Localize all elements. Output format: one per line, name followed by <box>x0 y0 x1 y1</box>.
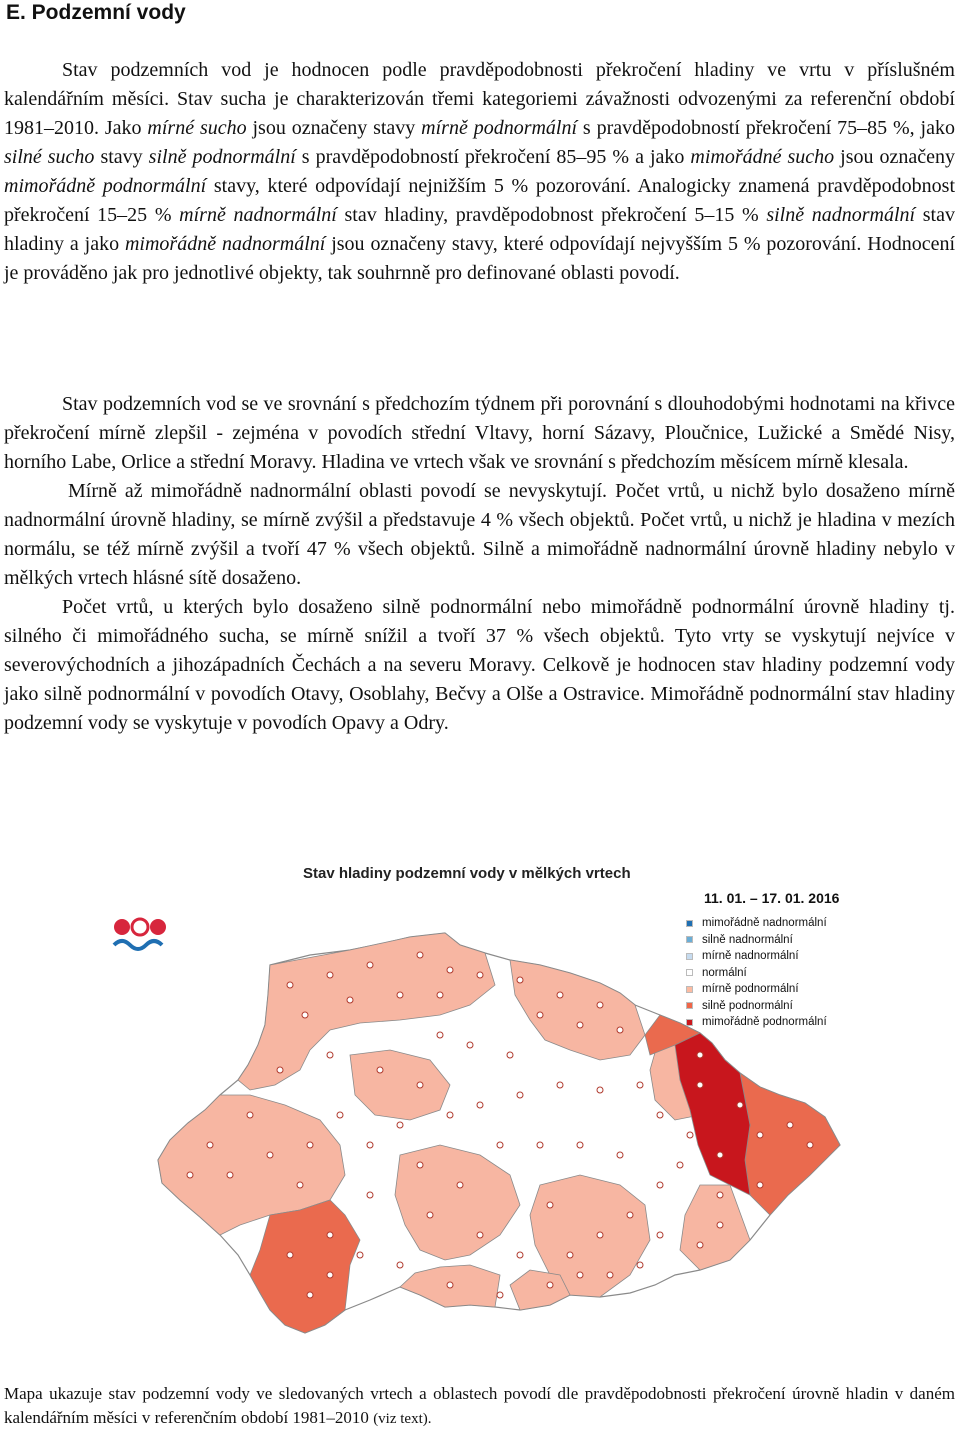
text-segment: s pravděpodobností překročení 85–95 % a jako <box>295 146 691 168</box>
well-dot <box>287 982 293 988</box>
legend-label: mimořádně nadnormální <box>702 917 827 930</box>
text-segment: s pravděpodobností překročení 75–85 %, jako <box>577 117 955 139</box>
well-dot <box>677 1162 683 1168</box>
well-dot <box>397 1122 403 1128</box>
well-dot <box>567 1252 573 1258</box>
well-dot <box>477 1102 483 1108</box>
well-dot <box>717 1222 723 1228</box>
legend-swatch <box>686 936 693 943</box>
well-dot <box>247 1112 253 1118</box>
well-dot <box>307 1292 313 1298</box>
well-dot <box>717 1192 723 1198</box>
text-segment: stavy <box>94 146 149 168</box>
legend-swatch <box>686 969 693 976</box>
well-dot <box>327 1232 333 1238</box>
well-dot <box>327 1272 333 1278</box>
well-dot <box>697 1082 703 1088</box>
text-segment: stav hladiny a jako <box>4 204 955 255</box>
legend-item <box>686 915 827 932</box>
well-dot <box>397 992 403 998</box>
well-dot <box>297 1182 303 1188</box>
well-dot <box>467 1042 473 1048</box>
well-dot <box>327 972 333 978</box>
well-dot <box>517 1252 523 1258</box>
well-dot <box>497 1292 503 1298</box>
well-dot <box>507 1052 513 1058</box>
well-dot <box>307 1142 313 1148</box>
text-segment: jsou označeny <box>834 146 956 168</box>
well-dot <box>577 1142 583 1148</box>
well-dot <box>697 1242 703 1248</box>
legend-label: mimořádně podnormální <box>702 1016 827 1029</box>
well-dot <box>547 1202 553 1208</box>
well-dot <box>287 1252 293 1258</box>
section-heading: E. Podzemní vody <box>6 1 186 24</box>
well-dot <box>517 977 523 983</box>
well-dot <box>657 1182 663 1188</box>
well-dot <box>657 1112 663 1118</box>
paragraph-weekly-change: Stav podzemních vod se ve srovnání s předchozím týdnem při porovnání s dlouhodobými hodnotami na křivce překročení mírně zlepšil - zejména v povodích střední Vltavy, horní Sázavy, Ploučnice, Lužické a Smědé Nisy, horního Labe, Orlice a střední Moravy. Hladina ve vrtech však ve srovnání s předchozím měsícem mírně klesala. <box>4 393 955 473</box>
well-dot <box>657 1232 663 1238</box>
legend-item <box>686 948 827 965</box>
well-dot <box>227 1172 233 1178</box>
well-dot <box>277 1067 283 1073</box>
legend-item <box>686 981 827 998</box>
text-segment: (viz text). <box>373 1411 432 1427</box>
text-segment: jsou označeny stavy <box>246 117 422 139</box>
well-dot <box>687 1132 693 1138</box>
well-dot <box>537 1142 543 1148</box>
figure-caption <box>4 1382 955 1431</box>
legend-label: mírně nadnormální <box>702 950 799 963</box>
legend-swatch <box>686 920 693 927</box>
well-dot <box>367 1192 373 1198</box>
text-segment: mírně nadnormální <box>179 204 337 226</box>
well-dot <box>447 967 453 973</box>
well-dot <box>577 1022 583 1028</box>
well-dot <box>437 992 443 998</box>
well-dot <box>417 1082 423 1088</box>
legend-swatch <box>686 953 693 960</box>
well-dot <box>617 1027 623 1033</box>
well-dot <box>617 1152 623 1158</box>
paragraph-drought: Počet vrtů, u kterých bylo dosaženo silně podnormální nebo mimořádně podnormální úrovně hladiny tj. silného či mimořádného sucha, se mírně snížil a tvoří 37 % všech objektů. Tyto vrty se vyskytují nejvíce v severovýchodních a jihozápadních Čechách a na severu Moravy. Celkově je hodnocen stav hladiny podzemní vody jako silně podnormální v povodích Otavy, Osoblahy, Bečvy a Olše a Ostravice. Mimořádně podnormální stav hladiny podzemní vody se vyskytuje v povodích Opavy a Odry. <box>4 596 955 734</box>
paragraph-methodology <box>4 56 955 288</box>
well-dot <box>517 1092 523 1098</box>
map-legend <box>686 915 827 1031</box>
text-segment: silné sucho <box>4 146 95 168</box>
well-dot <box>327 1052 333 1058</box>
map-title: Stav hladiny podzemní vody v mělkých vrtech <box>303 865 631 882</box>
text-segment: Stav podzemních vod je hodnocen podle pravděpodobnosti překročení hladiny ve vrtu v příslušném kalendářním měsíci. Stav sucha je charakterizován třemi kategoriemi závažnosti odvozenými za referenční období 1981–2010. Jako <box>4 59 955 139</box>
well-dot <box>477 972 483 978</box>
well-dot <box>447 1282 453 1288</box>
well-dot <box>267 1152 273 1158</box>
text-segment: stavy, které odpovídají nejnižším 5 % pozorování. Analogicky znamená pravděpodobnost překročení 15–25 % <box>4 175 956 226</box>
well-dot <box>417 952 423 958</box>
legend-item <box>686 932 827 949</box>
well-dot <box>367 962 373 968</box>
legend-item <box>686 998 827 1015</box>
well-dot <box>377 1067 383 1073</box>
text-segment: mimořádně nadnormální <box>124 233 326 255</box>
well-dot <box>557 1082 563 1088</box>
text-segment: mírné sucho <box>147 117 247 139</box>
well-dot <box>697 1052 703 1058</box>
well-dot <box>597 1002 603 1008</box>
well-dot <box>757 1182 763 1188</box>
well-dot <box>787 1122 793 1128</box>
well-dot <box>627 1212 633 1218</box>
text-segment: mimořádné sucho <box>690 146 835 168</box>
well-dot <box>607 1272 613 1278</box>
legend-item <box>686 965 827 982</box>
well-dot <box>397 1262 403 1268</box>
well-dot <box>637 1262 643 1268</box>
groundwater-map <box>100 855 870 1360</box>
legend-swatch <box>686 986 693 993</box>
well-dot <box>477 1232 483 1238</box>
well-dot <box>302 1012 308 1018</box>
text-segment: Mapa ukazuje stav podzemní vody ve sledovaných vrtech a oblastech povodí dle pravděpodobnosti překročení úrovně hladin v daném kalendářním měsíci v referenčním období 1981–2010 <box>4 1384 955 1427</box>
well-dot <box>497 1142 503 1148</box>
text-segment: silně nadnormální <box>766 204 916 226</box>
well-dot <box>597 1087 603 1093</box>
legend-item <box>686 1014 827 1031</box>
paragraph-above-normal: Mírně až mimořádně nadnormální oblasti povodí se nevyskytují. Počet vrtů, u nichž bylo dosaženo mírně nadnormální úrovně hladiny, se mírně zvýšil a představuje 4 % všech objektů. Počet vrtů, u nichž je hladina v mezích normálu, se též mírně zvýšil a tvoří 47 % všech objektů. Silně a mimořádně nadnormální úrovně hladiny nebylo v mělkých vrtech hlásné sítě dosaženo. <box>4 480 955 589</box>
well-dot <box>337 1112 343 1118</box>
text-segment: stav hladiny, pravděpodobnost překročení 5–15 % <box>336 204 767 226</box>
well-dot <box>757 1132 763 1138</box>
text-segment: jsou označeny stavy, které odpovídají nejvyšším 5 % pozorování. Hodnocení je prováděno jak pro jednotlivé objekty, tak souhrnně pro definované oblasti povodí. <box>4 233 956 284</box>
well-dot <box>357 1252 363 1258</box>
text-block-status <box>4 390 955 738</box>
well-dot <box>347 997 353 1003</box>
well-dot <box>207 1142 213 1148</box>
map-date-range: 11. 01. – 17. 01. 2016 <box>704 890 840 906</box>
legend-label: mírně podnormální <box>702 983 799 996</box>
well-dot <box>637 1082 643 1088</box>
well-dot <box>537 1012 543 1018</box>
text-segment: silně podnormální <box>148 146 296 168</box>
well-dot <box>437 1032 443 1038</box>
well-dot <box>367 1142 373 1148</box>
chmi-logo-icon <box>110 915 168 955</box>
text-segment: mimořádně podnormální <box>4 175 207 197</box>
legend-swatch <box>686 1019 693 1026</box>
legend-label: silně nadnormální <box>702 933 793 946</box>
well-dot <box>547 1282 553 1288</box>
well-dot <box>417 1162 423 1168</box>
well-dot <box>457 1182 463 1188</box>
text-segment: mírně podnormální <box>421 117 578 139</box>
well-dot <box>557 992 563 998</box>
legend-label: normální <box>702 966 747 979</box>
well-dot <box>427 1212 433 1218</box>
legend-label: silně podnormální <box>702 999 793 1012</box>
well-dot <box>807 1142 813 1148</box>
well-dot <box>447 1112 453 1118</box>
well-dot <box>187 1172 193 1178</box>
well-dot <box>737 1102 743 1108</box>
legend-swatch <box>686 1002 693 1009</box>
well-dot <box>597 1232 603 1238</box>
well-dot <box>577 1272 583 1278</box>
well-dot <box>717 1152 723 1158</box>
text-block-methodology <box>4 56 955 288</box>
